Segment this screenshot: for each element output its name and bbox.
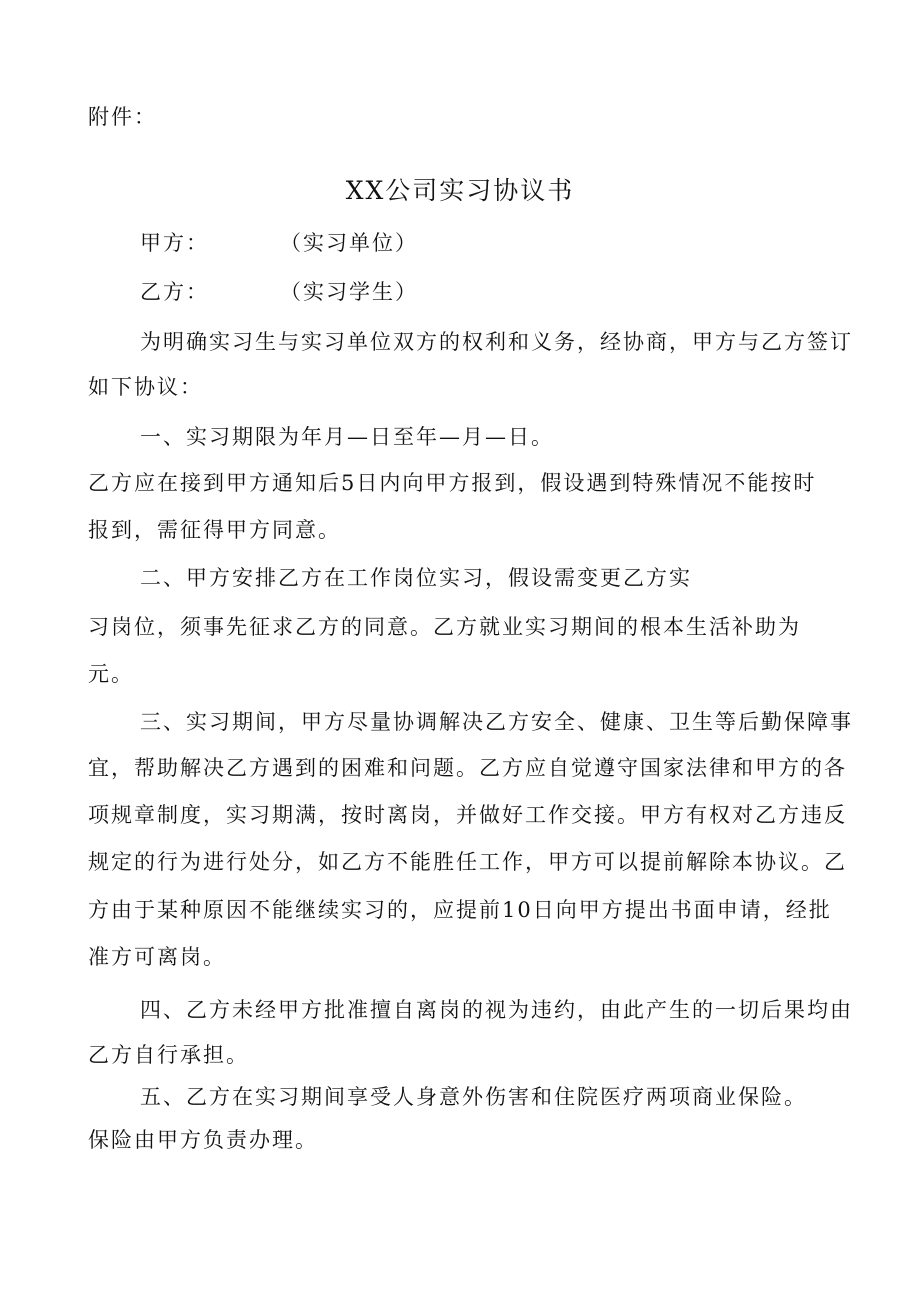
- body-line: 准方可离岗。: [88, 945, 226, 969]
- body-line: 报到，需征得甲方同意。: [88, 518, 341, 542]
- party-b-label: 乙方：: [140, 280, 209, 304]
- party-b-value: （实习学生）: [280, 280, 418, 304]
- body-line: 方由于某种原因不能继续实习的，应提前10日向甲方提出书面申请，经批: [88, 898, 832, 922]
- body-line: 习岗位，须事先征求乙方的同意。乙方就业实习期间的根本生活补助为: [88, 615, 801, 639]
- body-line: 如下协议：: [88, 375, 203, 399]
- party-b-line: [140, 279, 418, 305]
- body-line: 为明确实习生与实习单位双方的权利和义务，经协商，甲方与乙方签订: [140, 330, 853, 354]
- attachment-label: 附件：: [88, 105, 157, 129]
- document-title: XX公司实习协议书: [345, 176, 575, 205]
- body-line: 元。: [88, 662, 134, 686]
- body-line: 保险由甲方负责办理。: [88, 1128, 318, 1152]
- body-line: 规定的行为进行处分，如乙方不能胜任工作，甲方可以提前解除本协议。乙: [88, 850, 847, 874]
- body-line: 项规章制度，实习期满，按时离岗，并做好工作交接。甲方有权对乙方违反: [88, 803, 847, 827]
- party-a-line: [140, 230, 418, 256]
- body-line: 乙方自行承担。: [88, 1043, 249, 1067]
- party-a-label: 甲方：: [140, 231, 209, 255]
- clause-2: 二、甲方安排乙方在工作岗位实习，假设需变更乙方实: [140, 566, 692, 590]
- body-line: 乙方应在接到甲方通知后5日内向甲方报到，假设遇到特殊情况不能按时: [88, 471, 817, 495]
- clause-1: 一、实习期限为年月—日至年—月—日。: [140, 425, 554, 449]
- clause-5: 五、乙方在实习期间享受人身意外伤害和住院医疗两项商业保险。: [140, 1085, 807, 1109]
- clause-3: 三、实习期间，甲方尽量协调解决乙方安全、健康、卫生等后勤保障事: [140, 710, 853, 734]
- party-a-value: （实习单位）: [280, 231, 418, 255]
- body-line: 宜，帮助解决乙方遇到的困难和问题。乙方应自觉遵守国家法律和甲方的各: [88, 756, 847, 780]
- clause-4: 四、乙方未经甲方批准擅自离岗的视为违约，由此产生的一切后果均由: [140, 998, 853, 1022]
